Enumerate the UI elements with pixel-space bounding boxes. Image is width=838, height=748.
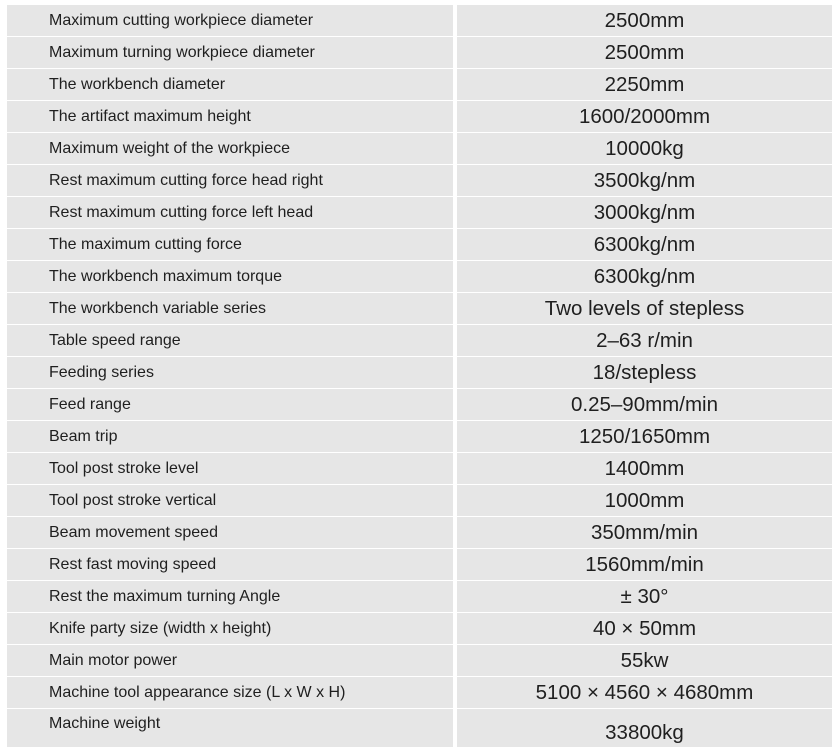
spec-value: 2–63 r/min — [457, 325, 832, 356]
spec-value: 0.25–90mm/min — [457, 389, 832, 420]
spec-value: ± 30° — [457, 581, 832, 612]
spec-label: The workbench diameter — [7, 69, 453, 100]
spec-label: Knife party size (width x height) — [7, 613, 453, 644]
spec-label: Main motor power — [7, 645, 453, 676]
spec-value: 18/stepless — [457, 357, 832, 388]
spec-label: Maximum cutting workpiece diameter — [7, 5, 453, 36]
table-row — [7, 101, 832, 132]
table-row — [7, 581, 832, 612]
table-row — [7, 549, 832, 580]
table-row — [7, 613, 832, 644]
table-row — [7, 165, 832, 196]
spec-value: 2500mm — [457, 37, 832, 68]
table-row — [7, 357, 832, 388]
spec-label: The workbench variable series — [7, 293, 453, 324]
table-row — [7, 517, 832, 548]
spec-label: Feed range — [7, 389, 453, 420]
spec-value: 3000kg/nm — [457, 197, 832, 228]
spec-label: The artifact maximum height — [7, 101, 453, 132]
table-row — [7, 709, 832, 747]
spec-value: Two levels of stepless — [457, 293, 832, 324]
spec-label: Tool post stroke level — [7, 453, 453, 484]
spec-label: Rest fast moving speed — [7, 549, 453, 580]
spec-label: Beam movement speed — [7, 517, 453, 548]
spec-value: 5100 × 4560 × 4680mm — [457, 677, 832, 708]
table-row — [7, 677, 832, 708]
spec-value: 1000mm — [457, 485, 832, 516]
table-row — [7, 485, 832, 516]
spec-value: 33800kg — [457, 709, 832, 747]
table-row — [7, 133, 832, 164]
spec-value: 1600/2000mm — [457, 101, 832, 132]
table-row — [7, 325, 832, 356]
spec-label: Maximum weight of the workpiece — [7, 133, 453, 164]
spec-value: 2500mm — [457, 5, 832, 36]
spec-label: Feeding series — [7, 357, 453, 388]
table-row — [7, 5, 832, 36]
spec-label: Machine weight — [7, 709, 453, 747]
table-row — [7, 261, 832, 292]
table-row — [7, 293, 832, 324]
spec-label: Rest the maximum turning Angle — [7, 581, 453, 612]
spec-value: 1250/1650mm — [457, 421, 832, 452]
spec-label: Maximum turning workpiece diameter — [7, 37, 453, 68]
table-row — [7, 37, 832, 68]
spec-value: 350mm/min — [457, 517, 832, 548]
table-row — [7, 69, 832, 100]
table-row — [7, 453, 832, 484]
table-row — [7, 645, 832, 676]
spec-value: 6300kg/nm — [457, 261, 832, 292]
spec-value: 1560mm/min — [457, 549, 832, 580]
spec-label: Tool post stroke vertical — [7, 485, 453, 516]
spec-value: 6300kg/nm — [457, 229, 832, 260]
spec-label: Rest maximum cutting force head right — [7, 165, 453, 196]
spec-label: The workbench maximum torque — [7, 261, 453, 292]
spec-label: Table speed range — [7, 325, 453, 356]
spec-label: Beam trip — [7, 421, 453, 452]
spec-value: 55kw — [457, 645, 832, 676]
table-row — [7, 229, 832, 260]
spec-label: Rest maximum cutting force left head — [7, 197, 453, 228]
spec-table — [7, 5, 832, 748]
table-row — [7, 421, 832, 452]
spec-label: Machine tool appearance size (L x W x H) — [7, 677, 453, 708]
spec-value: 1400mm — [457, 453, 832, 484]
spec-label: The maximum cutting force — [7, 229, 453, 260]
spec-value: 10000kg — [457, 133, 832, 164]
table-row — [7, 389, 832, 420]
spec-value: 2250mm — [457, 69, 832, 100]
spec-value: 3500kg/nm — [457, 165, 832, 196]
table-row — [7, 197, 832, 228]
spec-value: 40 × 50mm — [457, 613, 832, 644]
